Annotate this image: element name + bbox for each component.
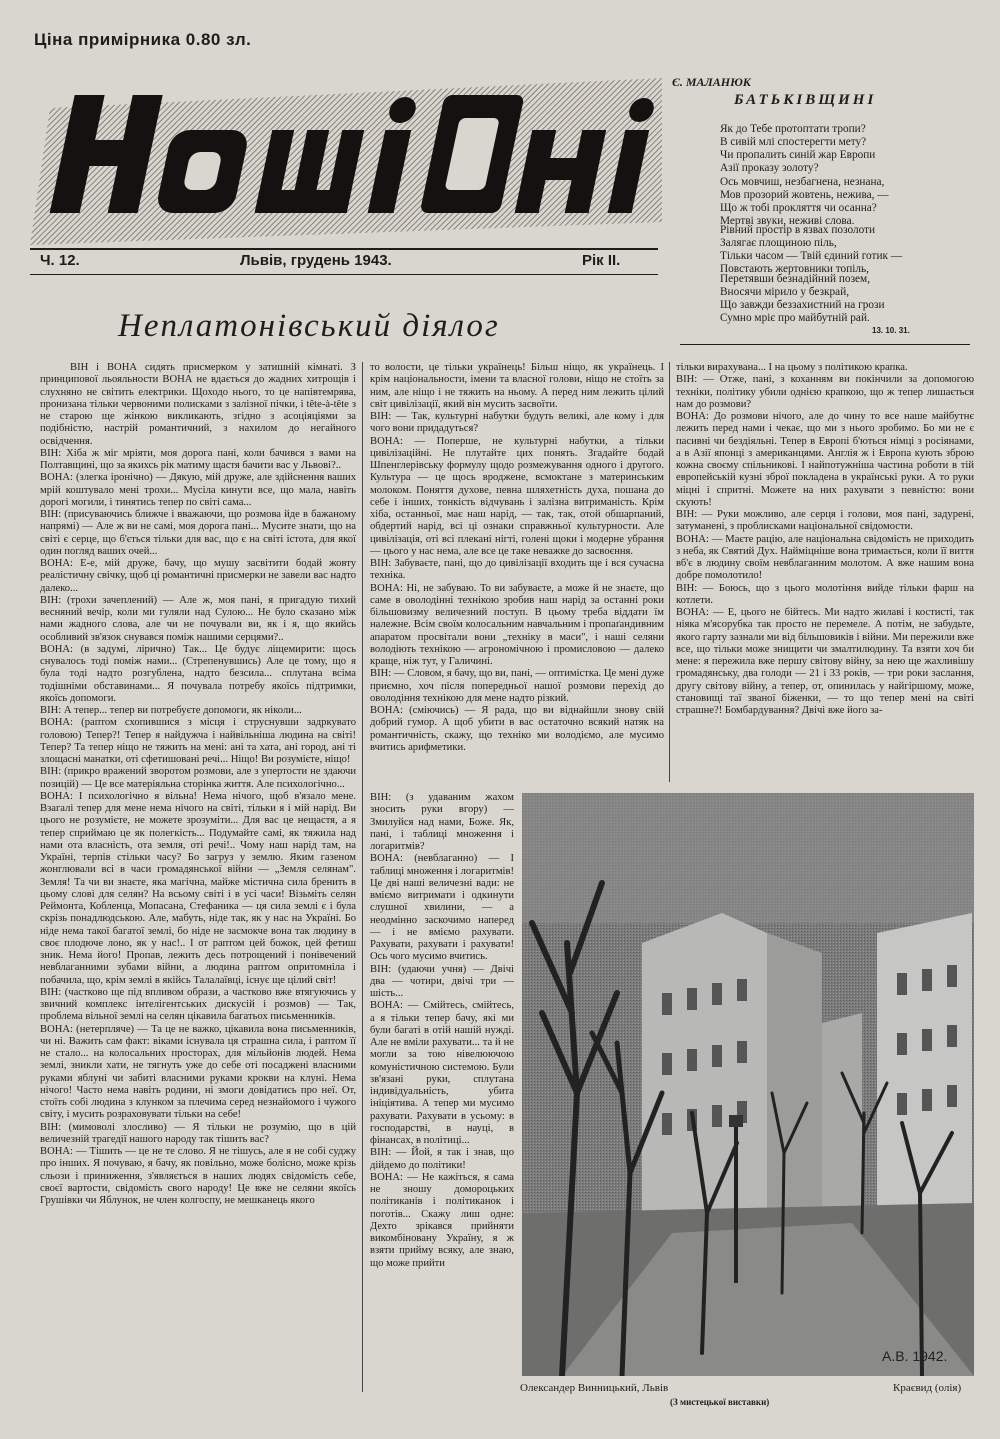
- article-paragraph: ВІН: Забуваєте, пані, що до цивілізації входить ще і вся сучасна техніка.: [370, 558, 664, 582]
- poem-stanza: Як до Тебе протоптати тропи? В сивій млі спостерегти мету? Чи пропалить синій жар Европи Азії проказу золоту?: [720, 123, 876, 174]
- illustration-caption-left: Олександер Винницький, Львів: [520, 1382, 669, 1394]
- illustration-subcaption: (З мистецької виставки): [670, 1397, 770, 1407]
- article-paragraph: ВІН: Хіба ж міг мріяти, моя дорога пані, коли бачився з вами на Полтавщині, що за якихсь рік матиму щастя бачити вас у Львові?..: [40, 447, 356, 471]
- masthead-rule-bottom: [30, 274, 658, 275]
- article-paragraph: ВОНА: (невблаганно) — І таблиці множення і логаритмів! Це дві наші величезні вади: не вміємо витримати і одкинути слушної хвилини, — а неодмінно заскочимо наперед — і не вміємо рахувати. Рахувати, рахувати і рахувати! Ось чого мусимо вчитись.: [370, 853, 514, 963]
- article-paragraph: ВОНА: І психологічно я вільна! Нема нічого, щоб в'язало мене. Взагалі тепер для мене нема нічого на світі, тільки я і мій нарід. Ви цього не розумієте, не можете зрозуміти... Для вас це нещастя, а я тепер сприймаю це як полегкість... Подумайте самі, як тяжила над нами ота власність, ота земля, оті речі!.. Чому наш нарід там, на Україні, терпів стільки часу? Бо загруз у землю. Яким газеном жонглювали всі в часи громадянської війни — „Земля селянам". Земля! Та чи ви знаєте, яка магічна, майже містична сила бренить в цьому слові для селян? На всьому світі і в усі часи! Візьміть селян Реймонта, Кобленца, Мопасана, Стефаника — ця сила землі є і була скрізь понадлюдською. Але, мабуть, ніде так, як у нас на Україні. Бо ніде нема такої багатої землі, бо ніде не засмокче вона так людину в своє плодюче лоно, як у нас!.. І от раптом цей божок, цей фетиш зник. Нема його! Пропав, лежить десь потрощений і понівечений невблаганними зубами війни, а людина раптом опритомніла і побачила, що, крім землі в якійсь Талалаївці, існує ще цілий світ!: [40, 790, 356, 986]
- article-paragraph: ВОНА: — Не кажіться, я сама не зношу домороцьких політиканів і політиканок і поготів... Скажу лиш одне: Дехто зрікався прийняти викомбінованy Україну, я ж взяти прийму всяку, але знаю, що може прийти: [370, 1171, 514, 1269]
- article-paragraph: ВОНА: — Е, цього не бійтесь. Ми надто жилаві і костисті, так ніяка м'ясорубка так просто не перемеле. А потім, не забудьте, якого гарту зазнали ми від більшовиків і війни. Ми пережили вже все, що тільки може знищити чи змалтилюдину. Та взяти хоч би мене: я пережила вже першу світову війну, за нею ще жахливішу громадянську, два голоди — 21 і 33 років, — три роки заслання, другу світову війну, а тепер, от, опинилась у найгіршому, може, становищі таї званої біженки, — то що тепер мені на світі страшне?! Бомбардування? Двічі вже його за-: [676, 607, 974, 716]
- article-paragraph: ВОНА: — Смійтесь, смійтесь, а я тільки тепер бачу, які ми були багаті в отій нашій нужді. Але не вміли рахувати... та й не могли за тою нівелюючою комуністичною системою. Були зв'язані руки, сплутана індивідуальність, убита ініціятива. А тепер ми мусимо рахувати. Рахувати в усьому: в господарстві, в науці, в фінансах, в політиці...: [370, 1000, 514, 1146]
- article-paragraph: ВОНА: (злегка іронічно) — Дякую, мій друже, але здійснення ваших мрій коштувало мені трохи... Мусіла кинути все, що мала, навіть дорогі могили, і тинятись тепер по світі сама...: [40, 472, 356, 508]
- article-column-2-narrow: [370, 792, 514, 1392]
- issue-number: Ч. 12.: [40, 252, 80, 269]
- article-paragraph: ВОНА: До розмови нічого, але до чину то все наше майбутнє лежить перед нами і чекає, що ми з нього зробимо. Бо ми не є пасивні чи бездіяльні. Тепер в Европі б'ються німці з росіянами, а в Азії японці з американцями. Англія ж і Европа кують зброю кожна своєму спільникові. І найпотужніша частина роботи в тій европейській кузні зброї покладена в українські руки. А то руки міцні і спритні. Можете на них рахувати з певністю: вони скують!: [676, 411, 974, 508]
- article-paragraph: ВОНА: (рaптом схопившися з місця і струснувши задркуватo головою) Тепер?! Тепер я найдужча і найвільніша людина на світі! Тепер? Та тепер ніщо не тяжить на мені: ані та хата, ані город, ані ті злощасні манатки, оті сфетишовані речі... Ніщо! Ви розумієте, ніщо!: [40, 717, 356, 765]
- issue-year: Рік II.: [582, 252, 621, 269]
- article-paragraph: то волости, це тільки українець! Більш ніщо, як українець. І крім національности, імени та власної голови, ніщо не стоїть за ним, але ніщо і не тяжить на ньому. А перед ним лежить цілий світ цивілізації, який він мусить засвоїти.: [370, 362, 664, 410]
- poem-rule: [680, 344, 970, 345]
- masthead-rule-top: [30, 248, 658, 250]
- poem-author: Є. МАЛАНЮК: [672, 75, 751, 89]
- article-column-1: [40, 362, 356, 1392]
- price-label: Ціна примірника 0.80 зл.: [34, 30, 252, 49]
- article-paragraph: ВІН: — Руки можливо, але серця і голови, моя пані, задурені, затуманені, з проблисками національної свідомости.: [676, 509, 974, 533]
- poem-title: БАТЬКІВЩИНІ: [734, 92, 877, 108]
- article-paragraph: ВІН: — Отже, пані, з коханням ви покінчили за допомогою техніки, політику убили однією крапкою, що ж тепер лишається нам до розмови?: [676, 374, 974, 410]
- article-column-2: [370, 362, 664, 792]
- article-paragraph: ВІН: (трохи зачеплений) — Але ж, моя пані, я пригадую тихий весняний вечір, коли ми гуляли над Сулою... Не було сказано між нами жадного слова, але чи не почували ви, як і я, що якийсь особливий зв'язок снувався поміж нашими серцями?..: [40, 594, 356, 643]
- column-divider: [362, 362, 363, 1392]
- column-divider: [669, 362, 670, 782]
- article-paragraph: ВІН: (прикро вражений зворотом розмови, але з упертости не здаючи позицій) — Це все матеріяльна сторінка життя. Але психологічно...: [40, 766, 356, 790]
- article-paragraph: ВІН: (частково ще під впливом образи, а частково вже втягуючись у звичний комплекс інтелігентських дискусій і розмов) — Так, проблема вільної землі на селян цікавила багатьох письменників.: [40, 986, 356, 1023]
- illustration-caption-right: Краєвид (олія): [893, 1382, 962, 1394]
- article-paragraph: тільки вирахувана... І на цьому з політикою крапка.: [676, 362, 908, 373]
- poem-stanza: Перетявши безнадійний позем, Вносячи мірило у безкрай, Що завжди беззахистний на грози Сумно мріє про майбутній рай.: [720, 273, 885, 324]
- poem-stanza: Ось мовчиш, незбагнена, незнана, Мов прозорий жовтень, нежива, — Що ж тобі прокляття чи осанна? Мертві звуки, неживі слова.: [720, 176, 889, 227]
- article-paragraph: ВІН: (присуваючись ближче і вважаючи, що розмова йде в бажаному напрямі) — Але ж ви не самі, моя дорога пані... Мусите знати, що на світі є серце, що б'ється тільки для вас, що є на світі істота, для якої один погляд ваших очей...: [40, 509, 356, 557]
- article-paragraph: ВОНА: (нетерпляче) — Та це не важко, цікавила вона письменників, чи ні. Важить сам факт: віками існувала ця страшна сила, і раптом її не стало... на колосальних просторах, для мільйонів людей. Нема землі, зникли хати, не тягнуть уже до себе оті посаджені власними руками яблуні чи забиті власними руками крокви на клуні. Нема нічого! Часто нема навіть родини, ні змоги довідатись про неї. От, стоїть собі людина з клунком за плечима серед незнайомого і чужого світу, і мусить розраховувати тільки на себе!: [40, 1023, 356, 1121]
- article-paragraph: ВОНА: — Тішить — це не те слово. Я не тішусь, але я не собі суджу про інших. Я почуваю, я бачу, як повільно, може болісно, може крізь сльози і приниження, з'являється в наших людях свідомість себе, своєї вартости, свідомість свого народу! Це вже не селяни якоїсь Грушівки чи Яблунок, не член колгоспу, не мешканець якогo: [40, 1146, 356, 1206]
- article-paragraph: ВОНА: (сміючись) — Я рада, що ви віднайшли знову свій добрий гумор. А щоб убити в вас остаточно всякий натяк на романтичність, скажу, що техніко ми володіємо, але мусимо вчитись арифметики.: [370, 705, 664, 753]
- article-headline: Неплатонівський діялог: [118, 308, 500, 344]
- painting-signature: А.В. 1942.: [882, 1348, 948, 1364]
- article-paragraph: ВОНА: — Поперше, не культурні набутки, а тільки цивілізаційні. Не плутайте цих понять. Згадайте бодай Шпенглерівську формулу щодо розмежування одного і другого. Культура — це щось вроджене, всмоктане з материнським молоком. Поняття духове, певна шляхетність духа, пошана до себе і інших, тонкість відчувань і залізна витриманість. Крім хіба, останньої, має наш нарід, — так, так, отой обшарпаний, обдертий нарід, всі ці ознаки справжньої культурности. Але цивілізація, оті всі плекані нігті, голені щоки і модерне убрання — цього у нас нема, але все це таке неважке до засвоєння.: [370, 435, 664, 557]
- article-paragraph: ВІН: (удаючи учня) — Двічі два — чотири, двічі три — шість...: [370, 963, 514, 999]
- landscape-image: [522, 793, 974, 1376]
- article-paragraph: ВІН: — Йой, я так і знав, що дійдемо до політики!: [370, 1147, 514, 1171]
- article-paragraph: ВОНА: Ні, не забуваю. То ви забуваєте, а може й не знаєте, що саме в оволодінні технікою зробив наш нарід за останні роки більшовизму величезний поступ. В цьому треба віддати їм належне. Всім своїм колосальним навчальним і пропаґандивним апаратом просвітали вони „техніку в маси", і наші селяни володіють технікою — агрономічною і промисловою — далеко краще, ніж тут, у Галичині.: [370, 582, 664, 667]
- article-paragraph: ВІН: (мимоволі злосливо) — Я тільки не розумію, що в цій величезній трагедії нашого народу так тішить вас?: [40, 1121, 356, 1145]
- article-paragraph: ВІН: — Так, культурні набутки будуть великі, але кому і для чого вони придадуться?: [370, 411, 664, 435]
- article-paragraph: ВОНА: Е-е, мій друже, бачу, що мушу засвітити бодай жовту реалістичну свічку, щоб ці романтичні присмерки не завели вас надто далеко...: [40, 558, 356, 594]
- article-column-3: [676, 362, 974, 788]
- issue-place-date: Львів, грудень 1943.: [240, 252, 392, 269]
- article-paragraph: ВІН: — Словом, я бачу, що ви, пані, — оптимістка. Це мені дуже приємно, хоч після попередньої нашої розмови перехід до оволодіння технікою для мене надто різкий.: [370, 668, 664, 704]
- article-paragraph: ВІН: (з удаваним жахом зносить руки вгору) — Змилуйся над нами, Боже. Як, пані, і таблиці множення і логаритмів?: [370, 792, 514, 852]
- article-paragraph: ВОНА: — Маєте рацію, але національна свідомість не приходить з неба, як Святий Дух. Найміцніше вона тримається, коли її виття вб'є в людину своїм невблаганним молотом. А вже нашим вона добре помолотило!: [676, 533, 974, 582]
- article-paragraph: ВІН і ВОНА сидять присмерком у затишній кімнаті. З принципової льояльности ВОНА не вдається до жадних хитрощів і слухняно не світить електрики. Щоходо нього, то це напівтемрява, пронизана тільки червоними полисками з залізної пічки, і tête-à-tête з не старою ще жінкою викликають, згідно з асоціяціями за подібністю, настрій романтичний, з нахилом до негайного освідчення.: [40, 362, 356, 447]
- poem: [672, 76, 972, 341]
- masthead-logo: [30, 70, 665, 245]
- article-paragraph: ВОНА: (в задумі, ліричнo) Так... Це будує ліщемирити: щось снувалось тоді поміж нами... (Стрепенувшись) Але це тому, що я була тоді надто розгублена, надто безсила... сплутана всіма тодішніми обставинами... Я почувала потребу якоїсь підтримки, якоїсь допомоги.: [40, 643, 356, 704]
- painting-illustration: [522, 793, 974, 1376]
- poem-stanza: Рівний простір в язвах позолоти Залягає площиною піль, Тільки часом — Твій єдиний готик — Повстають жертовники топіль,: [720, 224, 903, 275]
- article-paragraph: ВІН: А тепер... тепер ви потребуєте допомоги, як ніколи...: [40, 705, 302, 716]
- article-paragraph: ВІН: — Боюсь, що з цього молотіння вийде тільки фарш на котлети.: [676, 582, 974, 606]
- poem-date: 13. 10. 31.: [872, 326, 910, 335]
